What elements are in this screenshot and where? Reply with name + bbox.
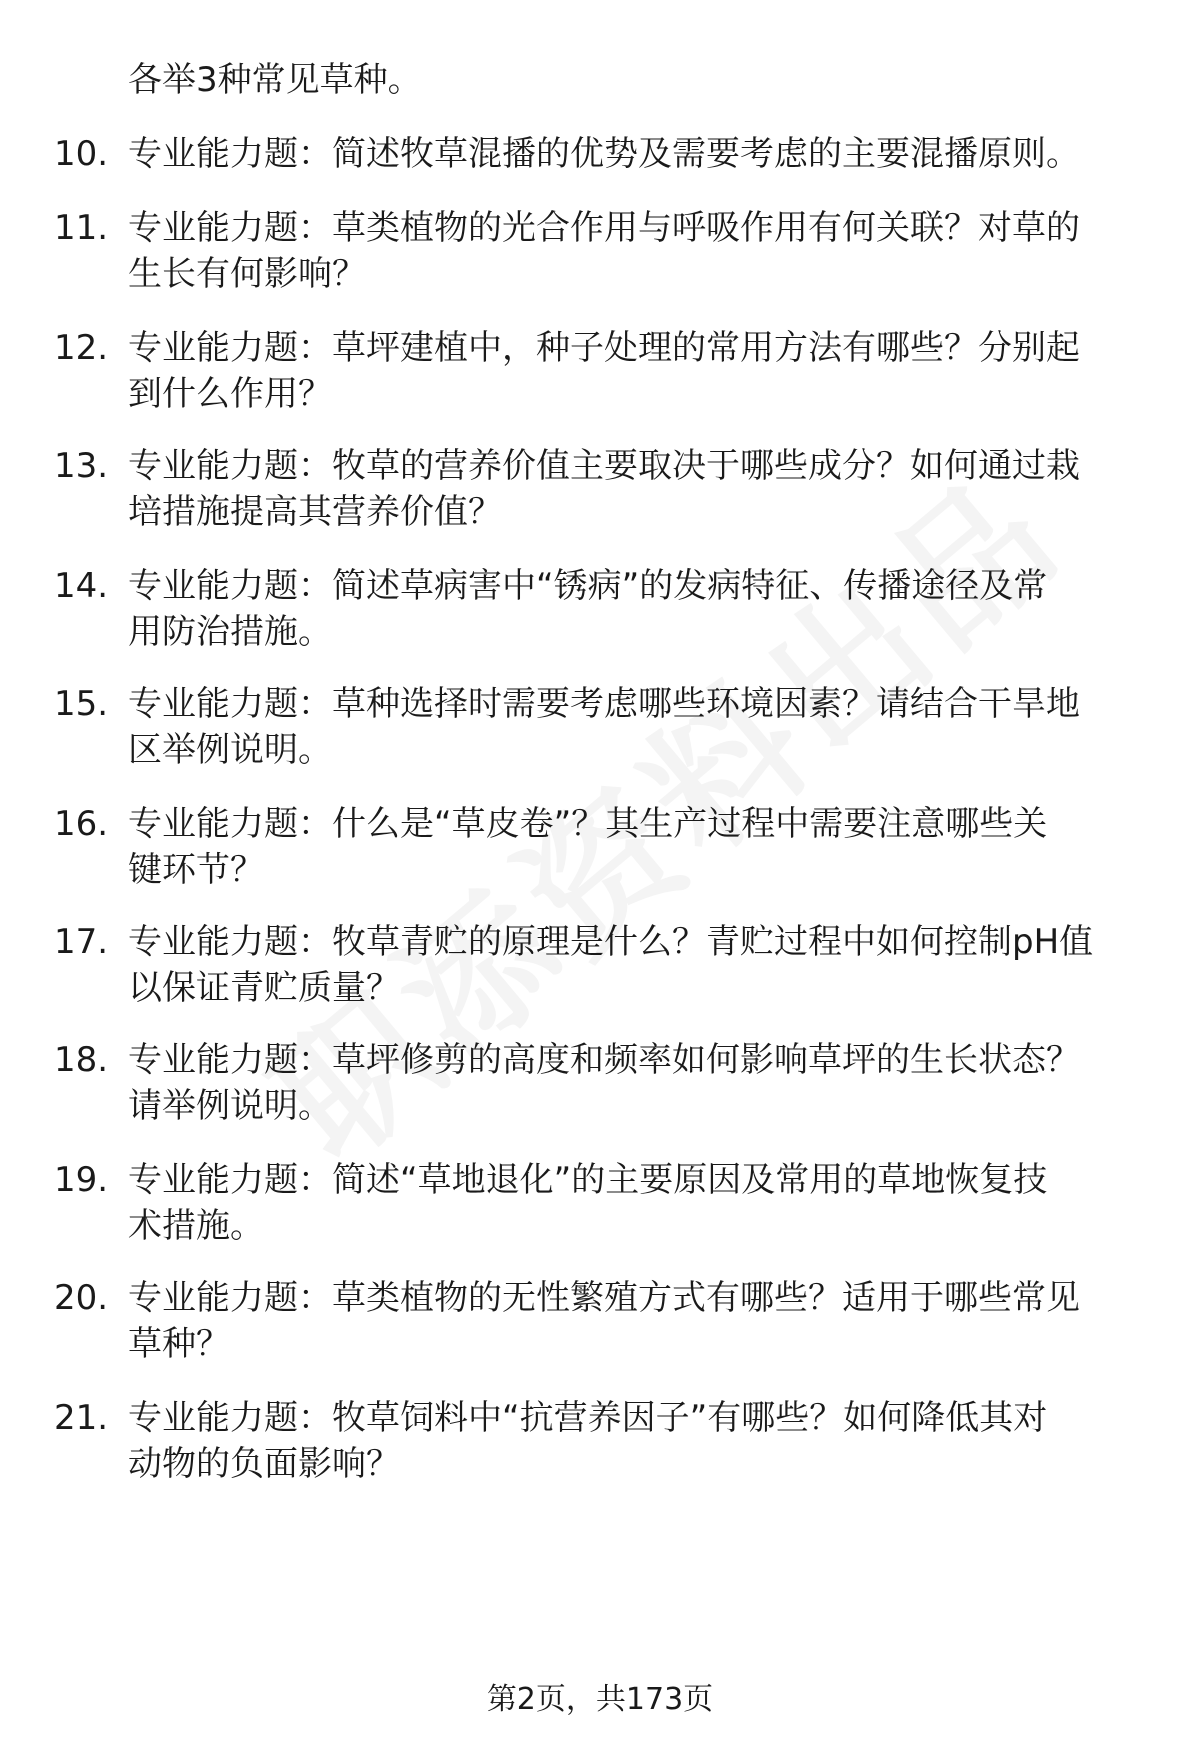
question-number: 14. [54,566,109,606]
question-number: 12. [54,328,109,368]
question-number: 21. [54,1398,109,1438]
question-number: 19. [54,1160,109,1200]
question-text-continued: 生长有何影响？ [128,254,366,294]
question-text-continued: 请举例说明。 [128,1086,332,1126]
question-text-continued: 术措施。 [128,1206,264,1246]
question-number: 16. [54,804,109,844]
question-text: 专业能力题：简述“草地退化”的主要原因及常用的草地恢复技 [128,1160,1048,1200]
question-number: 11. [54,208,109,248]
question-text-continued: 以保证青贮质量？ [128,968,400,1008]
question-number: 17. [54,922,109,962]
question-text: 专业能力题：草坪建植中，种子处理的常用方法有哪些？分别起 [128,328,1080,368]
question-number: 13. [54,446,109,486]
question-number: 10. [54,134,109,174]
question-text-continued: 区举例说明。 [128,730,332,770]
question-text-continued: 动物的负面影响？ [128,1444,400,1484]
question-text-continued: 草种？ [128,1324,230,1364]
question-text: 专业能力题：草种选择时需要考虑哪些环境因素？请结合干旱地 [128,684,1080,724]
question-text: 专业能力题：草坪修剪的高度和频率如何影响草坪的生长状态？ [128,1040,1080,1080]
question-text-continued: 用防治措施。 [128,612,332,652]
question-text: 专业能力题：牧草青贮的原理是什么？青贮过程中如何控制pH值 [128,922,1094,962]
question-text: 专业能力题：草类植物的光合作用与呼吸作用有何关联？对草的 [128,208,1080,248]
question-text-continued: 到什么作用？ [128,374,332,414]
question-text: 专业能力题：牧草饲料中“抗营养因子”有哪些？如何降低其对 [128,1398,1048,1438]
page-footer: 第2页，共173页 [486,1682,714,1717]
question-text: 专业能力题：牧草的营养价值主要取决于哪些成分？如何通过栽 [128,446,1080,486]
question-number: 15. [54,684,109,724]
question-number: 18. [54,1040,109,1080]
question-text: 专业能力题：简述草病害中“锈病”的发病特征、传播途径及常 [128,566,1048,606]
continuation-text: 各举3种常见草种。 [128,60,422,100]
question-text: 专业能力题：什么是“草皮卷”？其生产过程中需要注意哪些关 [128,804,1048,844]
question-text: 专业能力题：草类植物的无性繁殖方式有哪些？适用于哪些常见 [128,1278,1080,1318]
question-text: 专业能力题：简述牧草混播的优势及需要考虑的主要混播原则。 [128,134,1080,174]
question-number: 20. [54,1278,109,1318]
question-text-continued: 培措施提高其营养价值？ [128,492,502,532]
question-text-continued: 键环节？ [128,850,264,890]
